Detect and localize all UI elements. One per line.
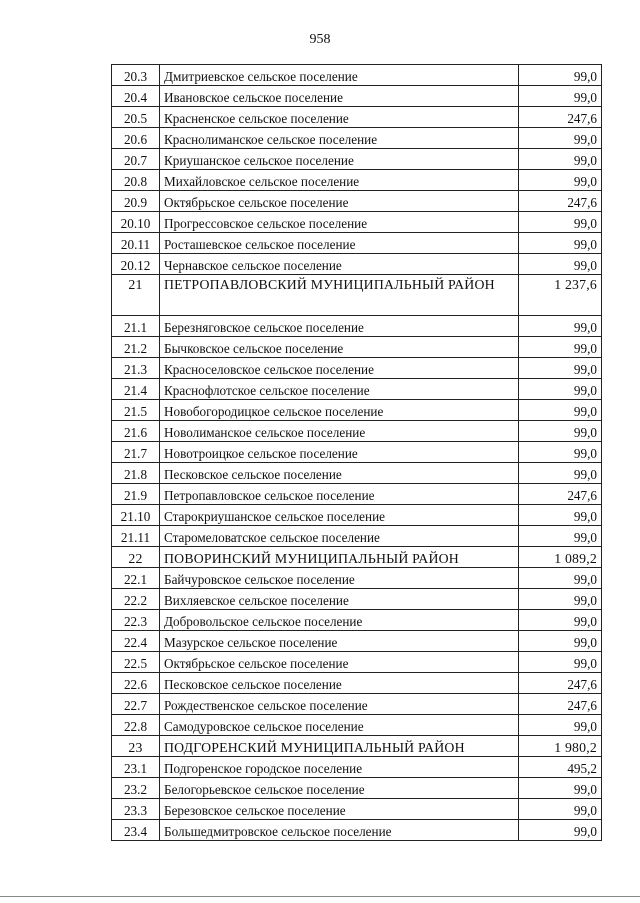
table-row: [112, 820, 602, 841]
row-name: Красненское сельское поселение: [160, 107, 519, 128]
page-bottom-rule: [0, 896, 640, 897]
row-number: 22.2: [112, 589, 160, 610]
row-name: Росташевское сельское поселение: [160, 233, 519, 254]
row-number: 20.7: [112, 149, 160, 170]
table-row: [112, 715, 602, 736]
table-row: [112, 337, 602, 358]
table-row: [112, 358, 602, 379]
row-value: 99,0: [519, 358, 602, 379]
row-name: Старомеловатское сельское поселение: [160, 526, 519, 547]
row-name: Дмитриевское сельское поселение: [160, 65, 519, 86]
row-name: Белогорьевское сельское поселение: [160, 778, 519, 799]
row-number: 22.1: [112, 568, 160, 589]
row-name: Криушанское сельское поселение: [160, 149, 519, 170]
table-row: [112, 694, 602, 715]
row-name: Прогрессовское сельское поселение: [160, 212, 519, 233]
row-name: Мазурское сельское поселение: [160, 631, 519, 652]
table-row: [112, 128, 602, 149]
table-row: [112, 631, 602, 652]
row-number: 20.9: [112, 191, 160, 212]
row-value: 99,0: [519, 421, 602, 442]
row-number: 23: [112, 736, 160, 757]
row-name: Бычковское сельское поселение: [160, 337, 519, 358]
row-number: 20.8: [112, 170, 160, 191]
row-value: 99,0: [519, 505, 602, 526]
table-row: [112, 400, 602, 421]
row-name: Самодуровское сельское поселение: [160, 715, 519, 736]
row-number: 21: [112, 275, 160, 316]
row-number: 22.8: [112, 715, 160, 736]
row-number: 20.10: [112, 212, 160, 233]
row-number: 22.4: [112, 631, 160, 652]
row-number: 20.6: [112, 128, 160, 149]
row-number: 20.12: [112, 254, 160, 275]
row-number: 21.2: [112, 337, 160, 358]
table-row: [112, 652, 602, 673]
table-row: [112, 170, 602, 191]
table-row: [112, 254, 602, 275]
row-name: ПОДГОРЕНСКИЙ МУНИЦИПАЛЬНЫЙ РАЙОН: [160, 736, 519, 757]
row-number: 21.3: [112, 358, 160, 379]
row-name: Вихляевское сельское поселение: [160, 589, 519, 610]
district-row: [112, 275, 602, 316]
row-value: 99,0: [519, 442, 602, 463]
row-value: 99,0: [519, 337, 602, 358]
row-name: Байчуровское сельское поселение: [160, 568, 519, 589]
row-name: Октябрьское сельское поселение: [160, 652, 519, 673]
table-row: [112, 484, 602, 505]
table-row: [112, 757, 602, 778]
table-row: [112, 86, 602, 107]
table-row: [112, 191, 602, 212]
row-value: 247,6: [519, 673, 602, 694]
row-value: 99,0: [519, 149, 602, 170]
row-number: 21.8: [112, 463, 160, 484]
row-name: Краснолиманское сельское поселение: [160, 128, 519, 149]
row-name: Рождественское сельское поселение: [160, 694, 519, 715]
budget-table: [111, 64, 602, 841]
row-number: 21.1: [112, 316, 160, 337]
row-value: 99,0: [519, 128, 602, 149]
row-number: 23.4: [112, 820, 160, 841]
row-name: Березняговское сельское поселение: [160, 316, 519, 337]
row-value: 1 089,2: [519, 547, 602, 568]
row-name: ПОВОРИНСКИЙ МУНИЦИПАЛЬНЫЙ РАЙОН: [160, 547, 519, 568]
row-number: 21.10: [112, 505, 160, 526]
row-name: Новотроицкое сельское поселение: [160, 442, 519, 463]
row-number: 20.11: [112, 233, 160, 254]
row-value: 99,0: [519, 170, 602, 191]
row-name: ПЕТРОПАВЛОВСКИЙ МУНИЦИПАЛЬНЫЙ РАЙОН: [160, 275, 519, 316]
row-value: 99,0: [519, 379, 602, 400]
row-value: 247,6: [519, 484, 602, 505]
row-value: 99,0: [519, 212, 602, 233]
table-row: [112, 149, 602, 170]
row-number: 21.7: [112, 442, 160, 463]
table-row: [112, 505, 602, 526]
row-value: 99,0: [519, 652, 602, 673]
row-name: Новобогородицкое сельское поселение: [160, 400, 519, 421]
table-row: [112, 233, 602, 254]
row-number: 20.5: [112, 107, 160, 128]
row-number: 22: [112, 547, 160, 568]
row-value: 495,2: [519, 757, 602, 778]
table-row: [112, 442, 602, 463]
page-number: 958: [309, 32, 331, 47]
row-name: Березовское сельское поселение: [160, 799, 519, 820]
table-row: [112, 778, 602, 799]
row-value: 99,0: [519, 316, 602, 337]
table-row: [112, 673, 602, 694]
table-row: [112, 379, 602, 400]
row-number: 20.3: [112, 65, 160, 86]
row-value: 99,0: [519, 233, 602, 254]
table-row: [112, 526, 602, 547]
row-value: 99,0: [519, 799, 602, 820]
row-value: 1 980,2: [519, 736, 602, 757]
row-name: Песковское сельское поселение: [160, 673, 519, 694]
row-number: 21.11: [112, 526, 160, 547]
row-name: Большедмитровское сельское поселение: [160, 820, 519, 841]
row-number: 22.7: [112, 694, 160, 715]
table-row: [112, 421, 602, 442]
row-value: 99,0: [519, 526, 602, 547]
row-name: Михайловское сельское поселение: [160, 170, 519, 191]
table-row: [112, 316, 602, 337]
table-row: [112, 589, 602, 610]
row-name: Октябрьское сельское поселение: [160, 191, 519, 212]
row-name: Чернавское сельское поселение: [160, 254, 519, 275]
row-name: Старокриушанское сельское поселение: [160, 505, 519, 526]
row-name: Петропавловское сельское поселение: [160, 484, 519, 505]
row-value: 99,0: [519, 463, 602, 484]
row-number: 23.3: [112, 799, 160, 820]
table-row: [112, 212, 602, 233]
row-value: 1 237,6: [519, 275, 602, 316]
row-name: Добровольское сельское поселение: [160, 610, 519, 631]
table-row: [112, 610, 602, 631]
row-value: 99,0: [519, 589, 602, 610]
row-name: Краснофлотское сельское поселение: [160, 379, 519, 400]
row-number: 22.5: [112, 652, 160, 673]
row-value: 99,0: [519, 631, 602, 652]
row-value: 99,0: [519, 568, 602, 589]
row-number: 21.4: [112, 379, 160, 400]
table-row: [112, 107, 602, 128]
row-number: 21.9: [112, 484, 160, 505]
table-row: [112, 463, 602, 484]
row-name: Песковское сельское поселение: [160, 463, 519, 484]
row-number: 23.1: [112, 757, 160, 778]
row-value: 247,6: [519, 694, 602, 715]
row-name: Новолиманское сельское поселение: [160, 421, 519, 442]
row-value: 99,0: [519, 400, 602, 421]
row-number: 22.3: [112, 610, 160, 631]
table-row: [112, 65, 602, 86]
row-value: 99,0: [519, 254, 602, 275]
row-value: 99,0: [519, 820, 602, 841]
row-number: 23.2: [112, 778, 160, 799]
row-value: 247,6: [519, 191, 602, 212]
row-number: 22.6: [112, 673, 160, 694]
row-name: Красноселовское сельское поселение: [160, 358, 519, 379]
row-value: 99,0: [519, 778, 602, 799]
row-number: 20.4: [112, 86, 160, 107]
row-value: 99,0: [519, 65, 602, 86]
table-body: [112, 65, 602, 841]
district-row: [112, 547, 602, 568]
row-value: 99,0: [519, 86, 602, 107]
row-name: Ивановское сельское поселение: [160, 86, 519, 107]
row-value: 247,6: [519, 107, 602, 128]
district-row: [112, 736, 602, 757]
table-row: [112, 568, 602, 589]
row-number: 21.5: [112, 400, 160, 421]
table-row: [112, 799, 602, 820]
row-name: Подгоренское городское поселение: [160, 757, 519, 778]
row-number: 21.6: [112, 421, 160, 442]
row-value: 99,0: [519, 715, 602, 736]
row-value: 99,0: [519, 610, 602, 631]
